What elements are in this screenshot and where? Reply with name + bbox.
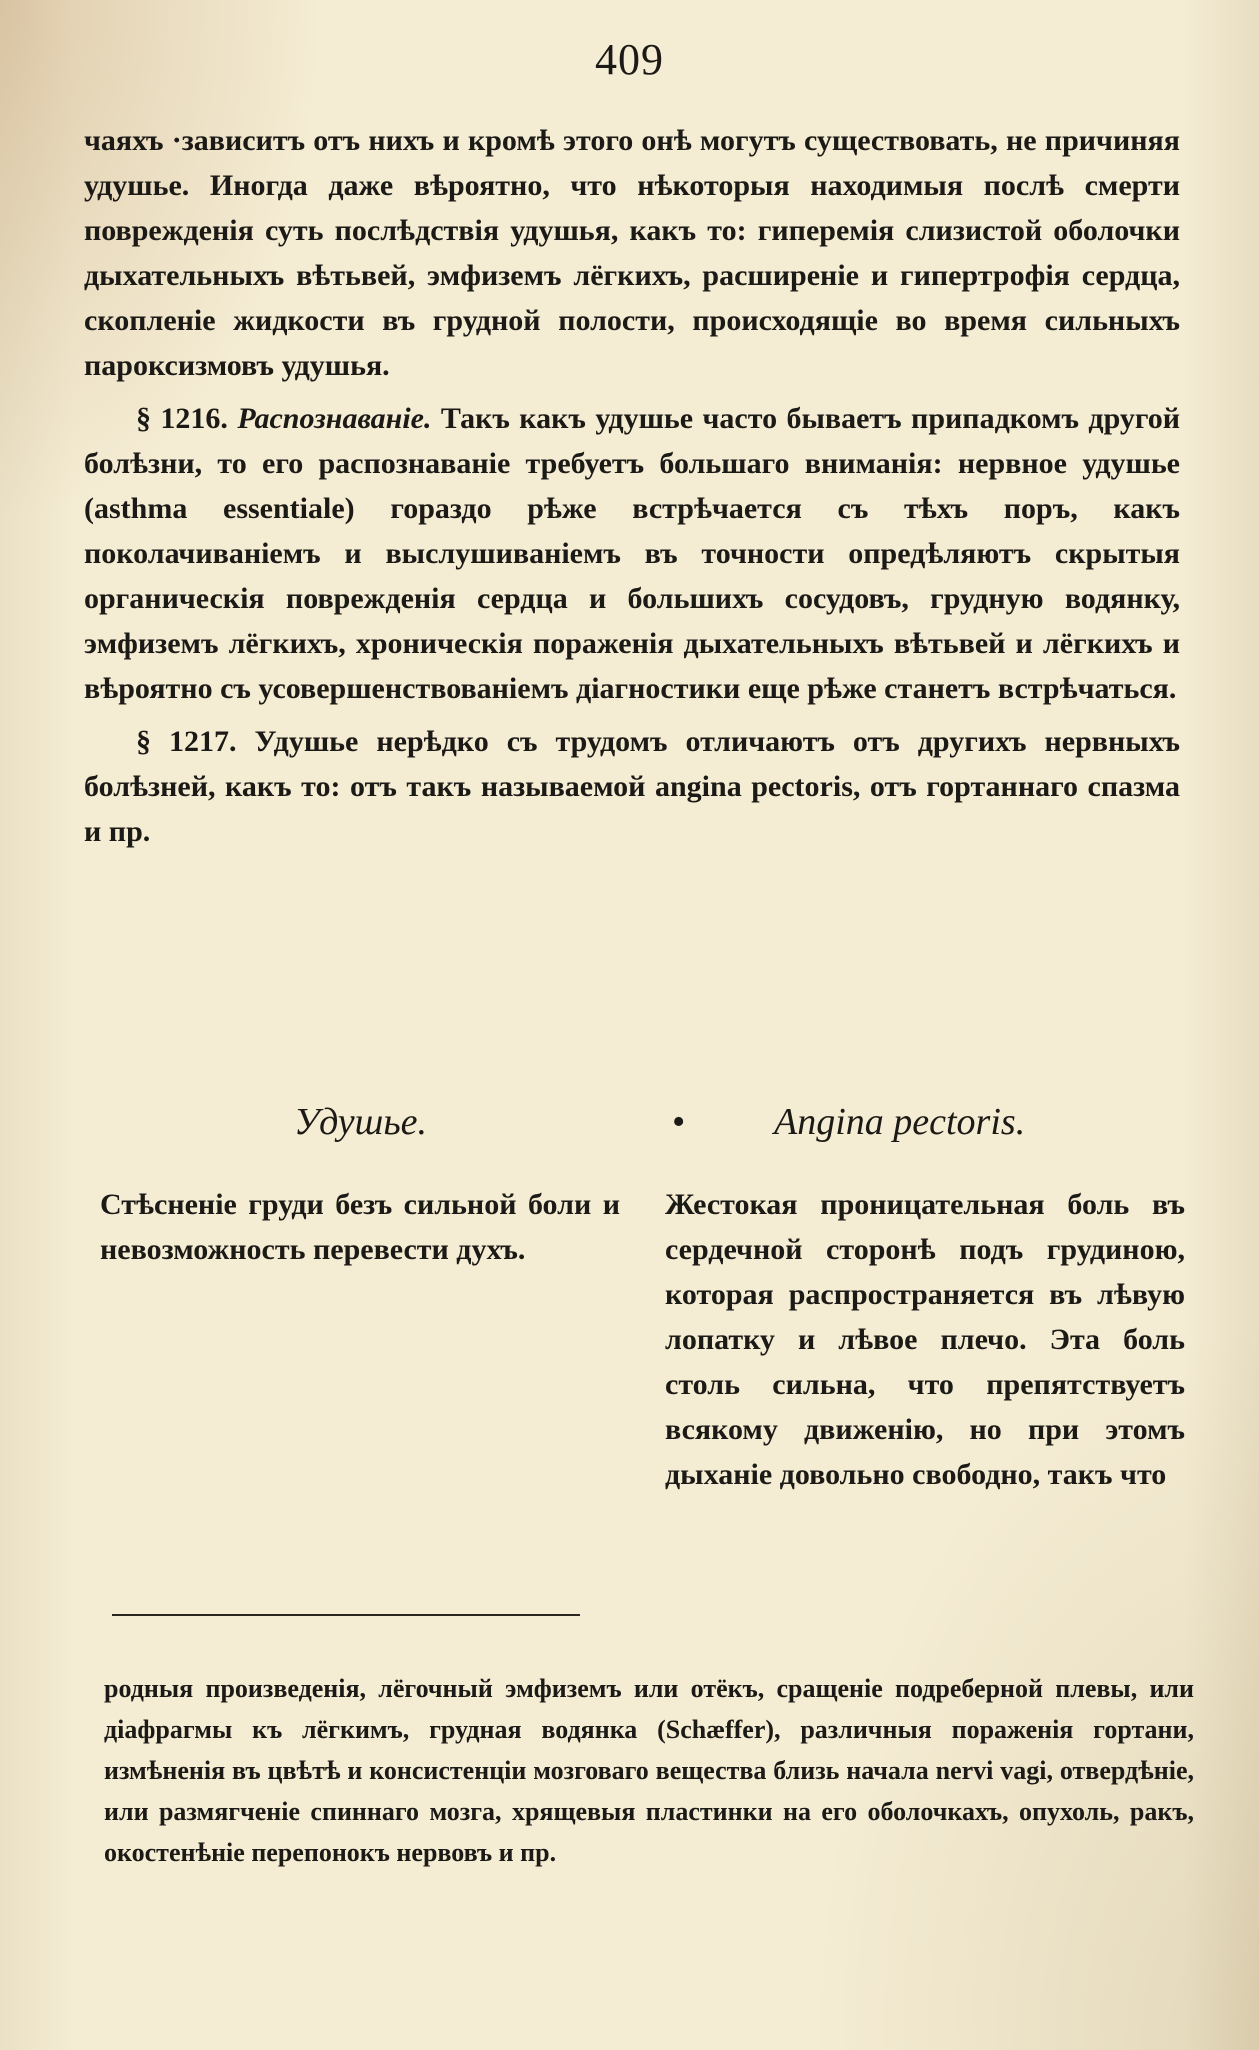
section-title: Распознаваніе. (237, 402, 432, 435)
footnote-divider (112, 1614, 580, 1616)
paragraph-continuation (84, 118, 1180, 388)
comparison-headings (84, 1100, 1180, 1150)
paragraph-text: Такъ какъ удушье часто бываетъ припадкомъ другой болѣзни, то его распознаваніе требуетъ большаго вниманія: нервное удушье (asthma essentiale) гораздо рѣже встрѣчается съ тѣхъ поръ, какъ поколачиваніемъ и выслушиваніемъ въ точности опредѣляютъ скрытыя органическія поврежденія сердца и большихъ сосудовъ, грудную водянку, эмфиземъ лёгкихъ, хроническія пораженія дыхательныхъ вѣтьвей и лёгкихъ и вѣроятно съ усовершенствованіемъ діагностики еще рѣже станетъ встрѣчаться. (84, 402, 1181, 705)
paragraph-section-1216 (84, 396, 1180, 711)
heading-separator: • (672, 1101, 686, 1143)
section-number: § 1217. (136, 725, 237, 758)
paragraph-section-1217 (84, 719, 1180, 854)
page-number: 409 (595, 35, 664, 84)
footnote: родныя произведенія, лёгочный эмфиземъ или отёкъ, сращеніе подреберной плевы, или діафрагмы къ лёгкимъ, грудная водянка (Schæffer), различныя пораженія гортани, измѣненія въ цвѣтѣ и консистенціи мозговаго вещества близь начала nervi vagi, отвердѣніе, или размягченіе спиннаго мозга, хрящевыя пластинки на его оболочкахъ, опухоль, ракъ, окостенѣніе перепонокъ нервовъ и пр. (104, 1674, 1194, 1867)
right-column-heading: Angina pectoris. (774, 1101, 1026, 1143)
left-column-text: Стѣсненіе груди безъ сильной боли и невозможность перевести духъ. (100, 1188, 620, 1266)
section-number: § 1216. (136, 402, 228, 435)
main-text (84, 118, 1180, 854)
paragraph-text: чаяхъ ·зависитъ отъ нихъ и кромѣ этого онѣ могутъ существовать, не причиняя удушье. Иногда даже вѣроятно, что нѣкоторыя находимыя послѣ смерти поврежденія суть послѣдствія удушья, какъ то: гиперемія слизистой оболочки дыхательныхъ вѣтьвей, эмфиземъ лёгкихъ, расширеніе и гипертрофія сердца, скопленіе жидкости въ грудной полости, происходящіе во время сильныхъ пароксизмовъ удушья. (84, 124, 1180, 382)
right-column-text: Жестокая проницательная боль въ сердечной сторонѣ подъ грудиною, которая распространяется въ лѣвую лопатку и лѣвое плечо. Эта боль столь сильна, что препятствуетъ всякому движенію, но при этомъ дыханіе довольно свободно, такъ что (665, 1188, 1185, 1491)
left-column-heading: Удушье. (294, 1101, 427, 1143)
paragraph-text: Удушье нерѣдко съ трудомъ отличаютъ отъ другихъ нервныхъ болѣзней, какъ то: отъ такъ называемой angina pectoris, отъ гортаннаго спазма и пр. (84, 725, 1181, 848)
